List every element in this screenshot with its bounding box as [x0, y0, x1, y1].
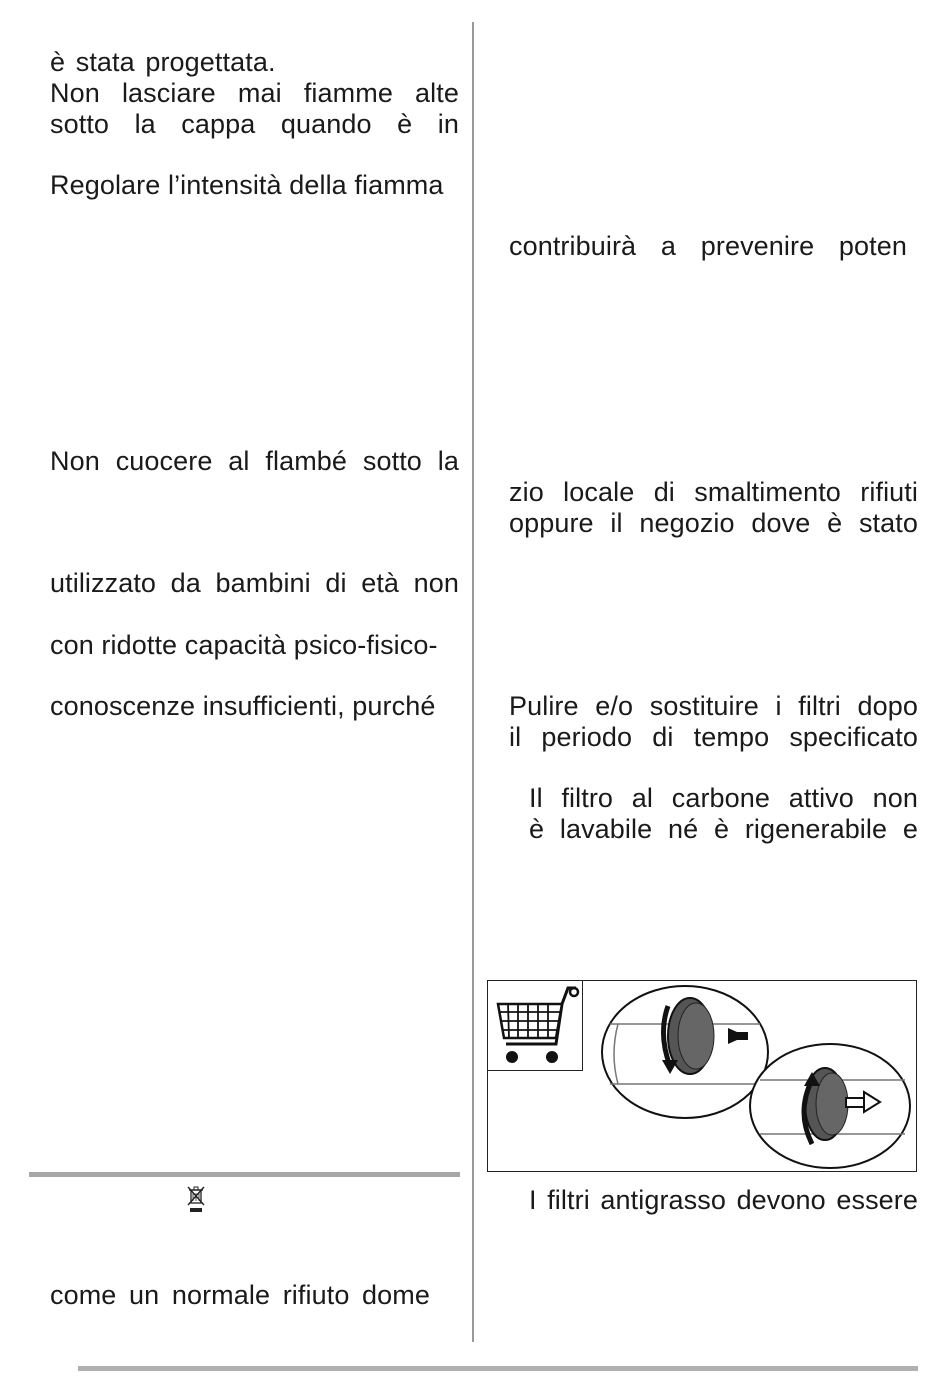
text-line: Il filtro al carbone attivo non — [529, 783, 918, 813]
carbon-filter-install-illustration — [600, 984, 912, 1170]
text-line: con ridotte capacità psico-fisico- — [50, 630, 438, 660]
text-line: è stata progettata. — [50, 47, 276, 77]
text-line: come un normale rifiuto dome — [50, 1280, 430, 1310]
shopping-cart-icon — [490, 982, 580, 1068]
column-divider — [472, 22, 474, 1342]
text-line: è lavabile né è rigenerabile e — [529, 814, 918, 844]
text-line: conoscenze insufficienti, purché — [50, 691, 436, 721]
text-line: zio locale di smaltimento rifiuti — [509, 477, 918, 507]
text-line: Pulire e/o sostituire i filtri dopo — [509, 691, 918, 721]
page-footer-rule — [78, 1366, 918, 1371]
crossed-bin-icon — [186, 1185, 206, 1213]
text-line: Non cuocere al flambé sotto la — [50, 446, 459, 476]
text-line: utilizzato da bambini di età non — [50, 568, 459, 598]
text-line: I filtri antigrasso devono essere — [529, 1185, 918, 1215]
section-rule — [29, 1172, 460, 1177]
text-line: sotto la cappa quando è in — [50, 109, 459, 139]
text-line: Regolare l’intensità della fiamma — [50, 170, 444, 200]
text-line: contribuirà a prevenire poten — [509, 231, 907, 261]
text-line: il periodo di tempo specificato — [509, 722, 918, 752]
text-line: oppure il negozio dove è stato — [509, 508, 918, 538]
text-line: Non lasciare mai fiamme alte — [50, 78, 459, 108]
